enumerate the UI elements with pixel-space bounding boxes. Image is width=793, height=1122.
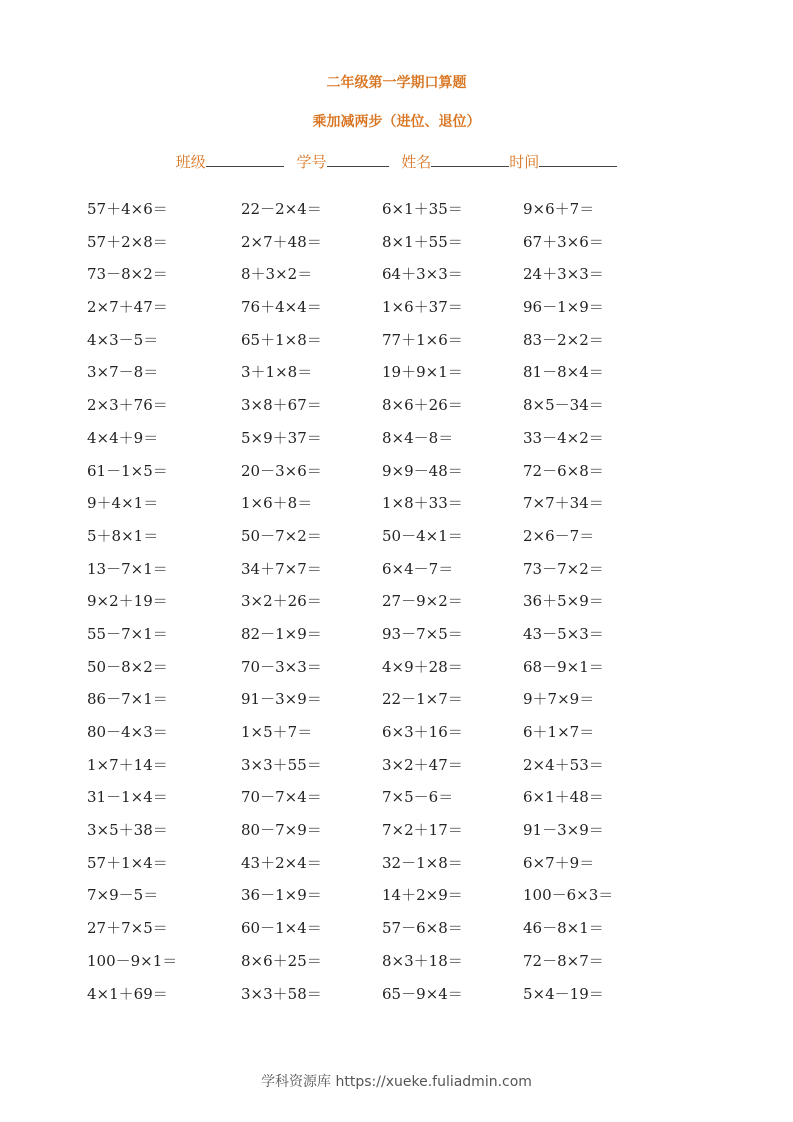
problem-item: 6×4－7＝ <box>382 559 454 578</box>
student-info-line <box>0 149 793 172</box>
problem-item: 3×2＋26＝ <box>241 592 322 611</box>
problem-item: 9×2＋19＝ <box>87 592 168 611</box>
problem-item: 2×6－7＝ <box>523 526 595 545</box>
class-blank[interactable] <box>206 149 284 167</box>
problem-item: 27－9×2＝ <box>382 592 463 611</box>
problem-row <box>87 590 727 623</box>
problem-item: 65＋1×8＝ <box>241 330 322 349</box>
problem-item: 33－4×2＝ <box>523 428 604 447</box>
problem-item: 4×4＋9＝ <box>87 428 159 447</box>
problem-row <box>87 231 727 264</box>
student-no-blank[interactable] <box>327 149 389 167</box>
problem-item: 3×7－8＝ <box>87 363 159 382</box>
page-title: 二年级第一学期口算题 <box>326 75 467 91</box>
page-subtitle: 乘加减两步（进位、退位） <box>312 114 481 130</box>
problem-item: 43＋2×4＝ <box>241 853 322 872</box>
problem-item: 3×5＋38＝ <box>87 821 168 840</box>
problem-row <box>87 754 727 787</box>
problem-item: 6＋1×7＝ <box>523 723 595 741</box>
problem-item: 82－1×9＝ <box>241 624 322 643</box>
problem-row <box>87 983 727 1016</box>
problem-item: 65－9×4＝ <box>382 984 463 1003</box>
class-label: 班级 <box>175 153 206 171</box>
problem-item: 1×6＋8＝ <box>241 494 313 513</box>
problem-item: 3×2＋47＝ <box>382 755 463 774</box>
problem-item: 43－5×3＝ <box>523 624 604 643</box>
problem-item: 83－2×2＝ <box>523 330 604 349</box>
problem-item: 76＋4×4＝ <box>241 298 322 317</box>
problem-item: 64＋3×3＝ <box>382 265 463 284</box>
problem-item: 73－7×2＝ <box>523 559 604 578</box>
problem-item: 4×3－5＝ <box>87 330 159 349</box>
problem-item: 61－1×5＝ <box>87 461 168 480</box>
problem-item: 1×6＋37＝ <box>382 298 463 317</box>
problem-item: 50－7×2＝ <box>241 526 322 545</box>
problem-item: 8×6＋25＝ <box>241 951 322 970</box>
problem-row <box>87 950 727 983</box>
problem-item: 8×4－8＝ <box>382 428 454 447</box>
problem-item: 20－3×6＝ <box>241 461 322 480</box>
problem-item: 8＋3×2＝ <box>241 265 313 284</box>
problem-item: 57＋4×6＝ <box>87 200 168 218</box>
problem-item: 36＋5×9＝ <box>523 592 604 611</box>
problem-item: 31－1×4＝ <box>87 788 168 807</box>
problem-item: 68－9×1＝ <box>523 657 604 676</box>
problem-item: 60－1×4＝ <box>241 919 322 938</box>
problem-item: 70－3×3＝ <box>241 657 322 676</box>
problem-item: 1×8＋33＝ <box>382 494 463 513</box>
problem-item: 4×1＋69＝ <box>87 984 168 1003</box>
problem-item: 32－1×8＝ <box>382 853 463 872</box>
problem-item: 1×5＋7＝ <box>241 723 313 741</box>
problem-item: 6×1＋35＝ <box>382 200 463 218</box>
problem-item: 50－4×1＝ <box>382 526 463 545</box>
problem-item: 3×3＋58＝ <box>241 984 322 1003</box>
problem-item: 5×4－19＝ <box>523 984 604 1003</box>
problem-grid <box>87 198 727 1015</box>
problem-item: 5＋8×1＝ <box>87 526 159 545</box>
problem-item: 86－7×1＝ <box>87 690 168 709</box>
problem-item: 9×9－48＝ <box>382 461 463 480</box>
problem-row <box>87 525 727 558</box>
problem-row <box>87 460 727 493</box>
footer-source: 学科资源库 https://xueke.fuliadmin.com <box>261 1074 532 1090</box>
problem-row <box>87 852 727 885</box>
problem-item: 8×1＋55＝ <box>382 232 463 251</box>
problem-item: 2×7＋47＝ <box>87 298 168 317</box>
problem-row <box>87 688 727 721</box>
problem-item: 2×7＋48＝ <box>241 232 322 251</box>
problem-row <box>87 263 727 296</box>
problem-row <box>87 394 727 427</box>
problem-row <box>87 361 727 394</box>
problem-item: 80－4×3＝ <box>87 723 168 741</box>
problem-item: 55－7×1＝ <box>87 624 168 643</box>
problem-item: 81－8×4＝ <box>523 363 604 382</box>
name-blank[interactable] <box>431 149 509 167</box>
student-no-label: 学号 <box>296 153 327 171</box>
problem-item: 57－6×8＝ <box>382 919 463 938</box>
problem-row <box>87 917 727 950</box>
problem-row <box>87 623 727 656</box>
problem-item: 67＋3×6＝ <box>523 232 604 251</box>
problem-item: 34＋7×7＝ <box>241 559 322 578</box>
problem-item: 22－2×4＝ <box>241 200 322 218</box>
problem-item: 72－6×8＝ <box>523 461 604 480</box>
problem-item: 77＋1×6＝ <box>382 330 463 349</box>
problem-item: 50－8×2＝ <box>87 657 168 676</box>
problem-item: 22－1×7＝ <box>382 690 463 709</box>
problem-item: 100－6×3＝ <box>523 886 614 905</box>
problem-item: 7×5－6＝ <box>382 788 454 807</box>
problem-item: 1×7＋14＝ <box>87 755 168 774</box>
problem-item: 6×7＋9＝ <box>523 853 595 872</box>
problem-row <box>87 721 727 754</box>
time-label: 时间 <box>509 153 540 171</box>
problem-item: 72－8×7＝ <box>523 951 604 970</box>
problem-item: 8×6＋26＝ <box>382 396 463 415</box>
problem-item: 57＋1×4＝ <box>87 853 168 872</box>
problem-item: 100－9×1＝ <box>87 951 178 970</box>
problem-item: 13－7×1＝ <box>87 559 168 578</box>
problem-item: 6×1＋48＝ <box>523 788 604 807</box>
problem-item: 3×3＋55＝ <box>241 755 322 774</box>
problem-item: 2×4＋53＝ <box>523 755 604 774</box>
problem-item: 7×7＋34＝ <box>523 494 604 513</box>
problem-item: 2×3＋76＝ <box>87 396 168 415</box>
problem-item: 96－1×9＝ <box>523 298 604 317</box>
problem-item: 70－7×4＝ <box>241 788 322 807</box>
problem-row <box>87 819 727 852</box>
problem-item: 3＋1×8＝ <box>241 363 313 382</box>
problem-row <box>87 198 727 231</box>
problem-row <box>87 786 727 819</box>
problem-item: 7×2＋17＝ <box>382 821 463 840</box>
problem-item: 5×9＋37＝ <box>241 428 322 447</box>
problem-row <box>87 884 727 917</box>
problem-item: 9×6＋7＝ <box>523 200 595 218</box>
problem-item: 91－3×9＝ <box>523 821 604 840</box>
problem-row <box>87 296 727 329</box>
problem-item: 73－8×2＝ <box>87 265 168 284</box>
problem-item: 27＋7×5＝ <box>87 919 168 938</box>
problem-item: 3×8＋67＝ <box>241 396 322 415</box>
problem-row <box>87 656 727 689</box>
problem-row <box>87 329 727 362</box>
name-label: 姓名 <box>401 153 432 171</box>
problem-item: 9＋7×9＝ <box>523 690 595 709</box>
problem-item: 9＋4×1＝ <box>87 494 159 513</box>
problem-item: 93－7×5＝ <box>382 624 463 643</box>
problem-item: 8×3＋18＝ <box>382 951 463 970</box>
problem-item: 36－1×9＝ <box>241 886 322 905</box>
time-blank[interactable] <box>539 149 617 167</box>
problem-row <box>87 427 727 460</box>
problem-item: 46－8×1＝ <box>523 919 604 938</box>
problem-item: 6×3＋16＝ <box>382 723 463 741</box>
problem-item: 57＋2×8＝ <box>87 232 168 251</box>
problem-item: 4×9＋28＝ <box>382 657 463 676</box>
problem-row <box>87 492 727 525</box>
problem-item: 19＋9×1＝ <box>382 363 463 382</box>
problem-item: 91－3×9＝ <box>241 690 322 709</box>
problem-row <box>87 558 727 591</box>
problem-item: 8×5－34＝ <box>523 396 604 415</box>
problem-item: 24＋3×3＝ <box>523 265 604 284</box>
problem-item: 7×9－5＝ <box>87 886 159 905</box>
problem-item: 14＋2×9＝ <box>382 886 463 905</box>
problem-item: 80－7×9＝ <box>241 821 322 840</box>
